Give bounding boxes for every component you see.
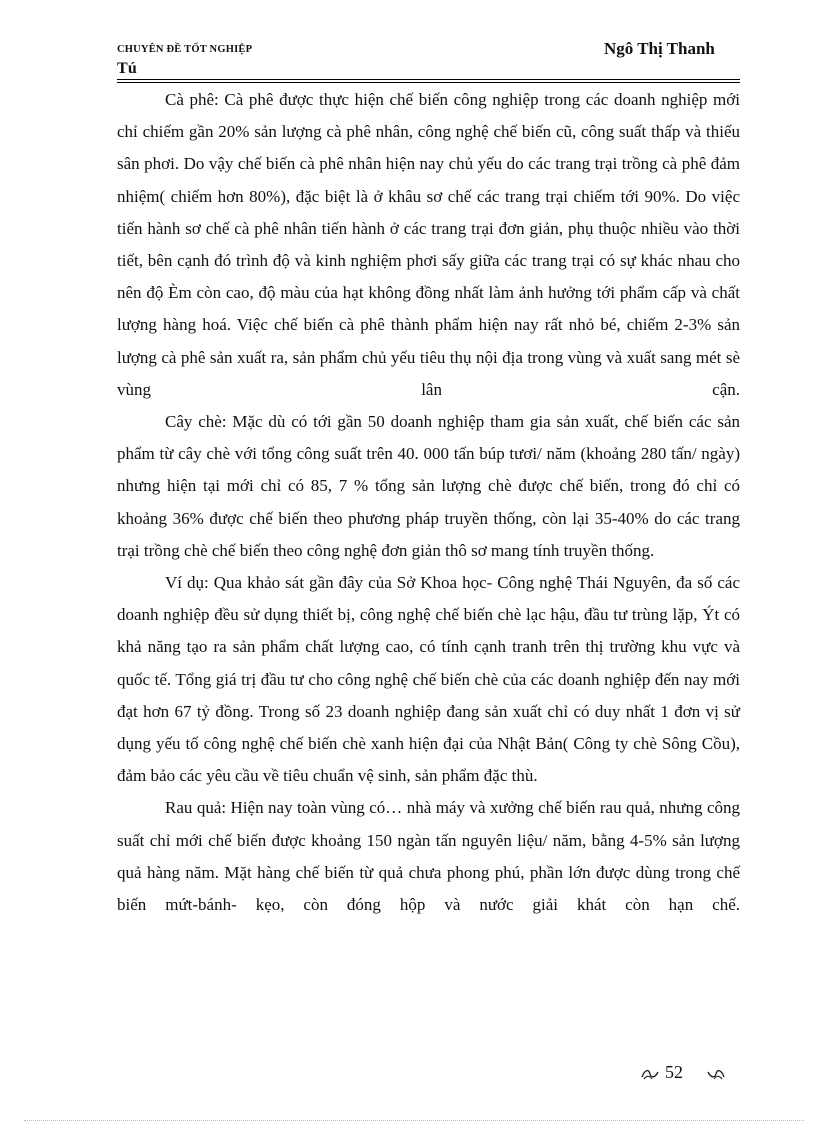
header-rule-top bbox=[117, 79, 740, 80]
document-series-label bbox=[117, 40, 417, 60]
header-rule-bottom bbox=[117, 82, 740, 83]
page-number: 52 bbox=[665, 1062, 683, 1082]
flourish-left-icon bbox=[641, 1066, 659, 1082]
header-author: Ngô Thị Thanh bbox=[604, 39, 715, 58]
paragraph-example: Ví dụ: Qua khảo sát gần đây của Sở Khoa học- Công nghệ Thái Nguyên, đa số các doanh nghiệp đều sử dụng thiết bị, công nghệ chế biến chè lạc hậu, đầu tư trùng lặp, Ýt có khả năng tạo ra sản phẩm chất lượng cao, có tính cạnh tranh trên thị trường khu vực và quốc tế. Tổng giá trị đầu tư cho công nghệ chế biến chè của các doanh nghiệp đến nay mới đạt hơn 67 tỷ đồng. Trong số 23 doanh nghiệp đang sản xuất chỉ có duy nhất 1 đơn vị sử dụng yếu tố công nghệ chế biến chè xanh hiện đại của Nhật Bản( Công ty chè Sông Cồu), đảm bảo các yêu cầu về tiêu chuẩn vệ sinh, sản phẩm đặc thù. bbox=[117, 573, 740, 786]
flourish-right-icon bbox=[707, 1066, 725, 1082]
paragraph-coffee: Cà phê: Cà phê được thực hiện chế biến công nghiệp trong các doanh nghiệp mới chỉ chiếm gần 20% sản lượng cà phê nhân, công nghệ chế biến cũ, công suất thấp và thiếu sân phơi. Do vậy chế biến cà phê nhân hiện nay chủ yếu do các trang trại trồng cà phê đảm nhiệm( chiếm hơn 80%), đặc biệt là ở khâu sơ chế các trang trại chiếm tới 90%. Do việc tiến hành sơ chế cà phê nhân tiến hành ở các trang trại đơn giản, phụ thuộc nhiều vào thời tiết, bên cạnh đó trình độ và kinh nghiệm phơi sấy giữa các trang trại có sự khác nhau cho nên độ Èm còn cao, độ màu của hạt không đồng nhất làm ảnh hưởng tới phẩm cấp và chất lượng hàng hoá. Việc chế biến cà phê thành phẩm hiện nay rất nhỏ bé, chiếm 2-3% sản lượng cà phê sản xuất ra, sản phẩm chủ yếu tiêu thụ nội địa trong vùng và xuất sang mét sè vùng lân cận. bbox=[117, 90, 740, 399]
header-author-continued-wrap bbox=[117, 60, 417, 78]
page-body bbox=[117, 84, 740, 921]
paragraph-fruit-vegetables: Rau quả: Hiện nay toàn vùng có… nhà máy và xưởng chế biến rau quả, nhưng công suất chỉ mới chế biến được khoảng 150 ngàn tấn nguyên liệu/ năm, bằng 4-5% sản lượng quả hàng năm. Mặt hàng chế biến từ quả chưa phong phú, phần lớn được dùng trong chế biến mứt-bánh- kẹo, còn đóng hộp và nước giải khát còn hạn chế. bbox=[117, 798, 740, 915]
page-footer bbox=[637, 1058, 727, 1090]
header-author-continued: Tú bbox=[117, 60, 137, 77]
header-doc-label: CHUYÊN ĐỀ TỐT NGHIỆP bbox=[117, 44, 253, 55]
paragraph-tea: Cây chè: Mặc dù có tới gần 50 doanh nghiệp tham gia sản xuất, chế biến các sản phẩm từ cây chè với tổng công suất trên 40. 000 tấn búp tươi/ năm (khoảng 280 tấn/ ngày) nhưng hiện tại mới chỉ có 85, 7 % tổng sản lượng chè được chế biến, trong đó chỉ có khoảng 36% được chế biến theo phương pháp truyền thống, còn lại 35-40% do các trang trại trồng chè chế biến theo công nghệ đơn giản thô sơ mang tính truyền thống. bbox=[117, 412, 740, 560]
page-bottom-dotted-border bbox=[24, 1120, 804, 1121]
